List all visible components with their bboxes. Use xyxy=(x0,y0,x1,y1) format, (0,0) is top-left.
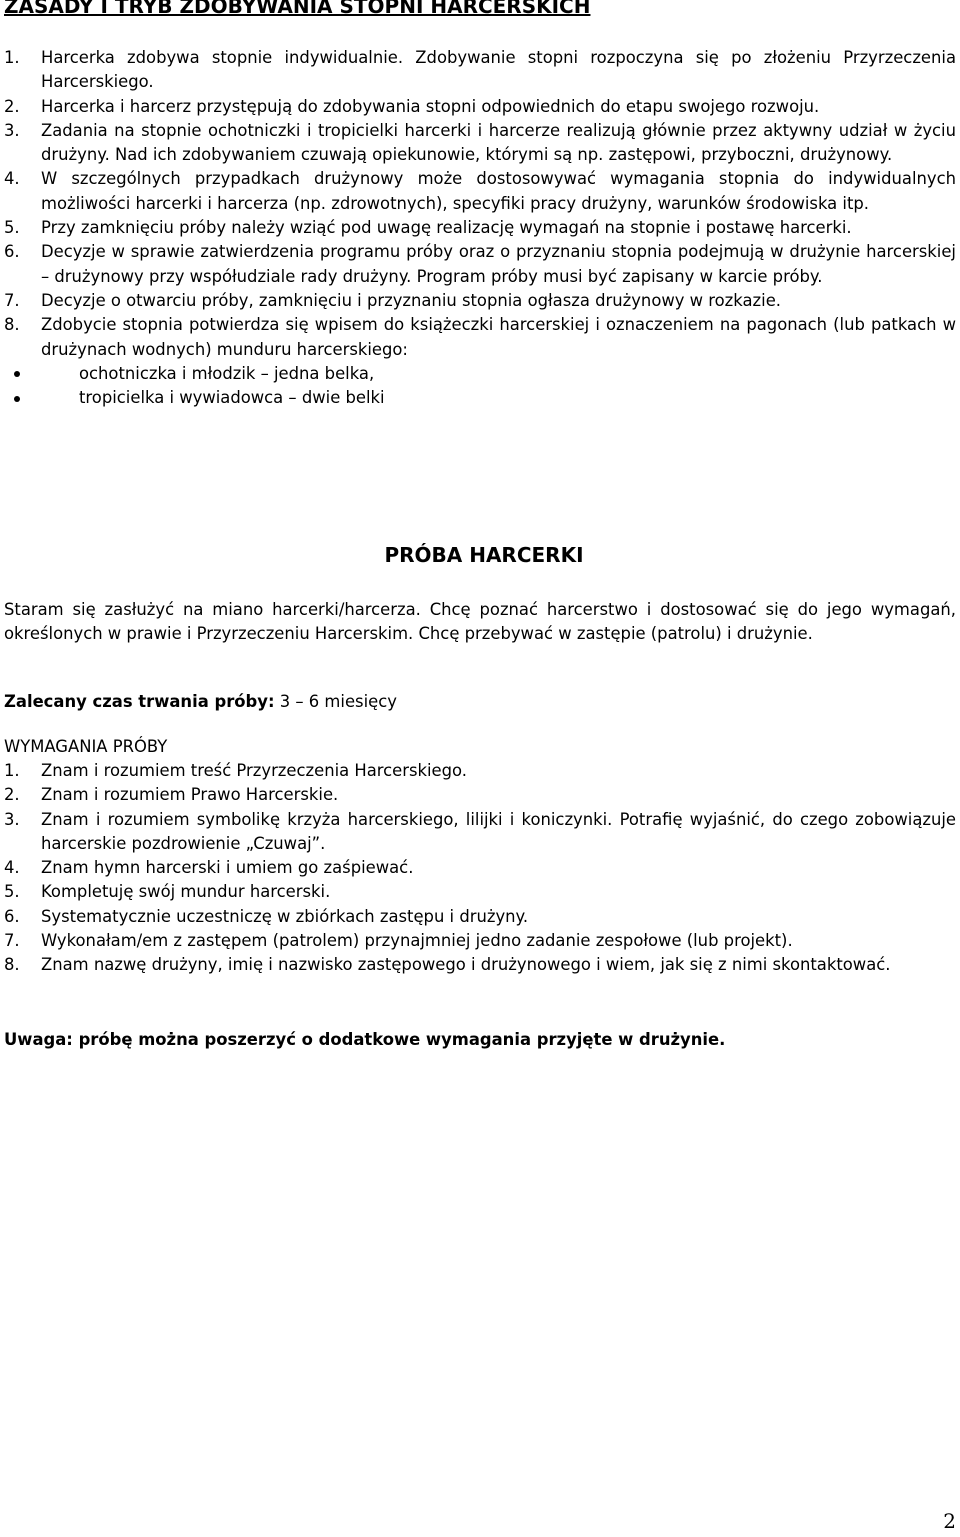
section-title: PRÓBA HARCERKI xyxy=(384,543,584,567)
list-item xyxy=(4,119,956,168)
item-number: 2. xyxy=(4,785,20,805)
item-text: Systematycznie uczestniczę w zbiórkach zastępu i drużyny. xyxy=(41,906,529,926)
list-item xyxy=(4,783,956,807)
belki-item xyxy=(4,386,956,410)
list-item xyxy=(4,880,956,904)
item-number: 5. xyxy=(4,882,20,902)
list-item xyxy=(4,929,956,953)
list-item xyxy=(4,905,956,929)
item-text: Kompletuję swój mundur harcerski. xyxy=(41,882,331,902)
item-text: Znam hymn harcerski i umiem go zaśpiewać. xyxy=(41,858,414,878)
item-text: W szczególnych przypadkach drużynowy może dostosowywać wymagania stopnia do indywidualnych możliwości harcerki i harcerza (np. zdrowotnych), specyfiki pracy drużyny, warunków środowiska itp. xyxy=(41,169,956,213)
item-text: Zadania na stopnie ochotniczki i tropicielki harcerki i harcerze realizują głównie przez aktywny udział w życiu drużyny. Nad ich zdobywaniem czuwają opiekunowie, którymi są np. zastępowi, przyboczni, drużynowy. xyxy=(41,120,956,165)
item-number: 8. xyxy=(4,315,20,335)
item-number: 1. xyxy=(4,48,20,67)
document-title: ZASADY I TRYB ZDOBYWANIA STOPNI HARCERSKICH xyxy=(4,0,591,18)
list-item xyxy=(4,313,956,362)
list-item xyxy=(4,856,956,880)
list-item xyxy=(4,240,956,289)
item-text: Zdobycie stopnia potwierdza się wpisem do książeczki harcerskiej i oznaczeniem na pagonach (lub patkach w drużynach wodnych) munduru harcerskiego: xyxy=(41,315,956,359)
belki-item xyxy=(4,362,956,386)
item-number: 6. xyxy=(4,906,20,926)
duration-line xyxy=(4,690,397,714)
requirements-heading: WYMAGANIA PRÓBY xyxy=(4,737,168,756)
item-number: 7. xyxy=(4,290,20,310)
note: Uwaga: próbę można poszerzyć o dodatkowe wymagania przyjęte w drużynie. xyxy=(4,1030,726,1049)
requirements-list xyxy=(4,759,956,978)
bullet-icon xyxy=(12,386,79,410)
item-number: 6. xyxy=(4,242,20,262)
item-number: 8. xyxy=(4,955,20,975)
item-text: Decyzje w sprawie zatwierdzenia programu próby oraz o przyznaniu stopnia podejmują w drużynie harcerskiej – drużynowy przy współudziale rady drużyny. Program próby musi być zapisany w karcie próby. xyxy=(41,242,956,286)
item-number: 5. xyxy=(4,218,20,238)
list-item xyxy=(4,167,956,216)
item-text: Znam i rozumiem Prawo Harcerskie. xyxy=(41,785,339,805)
duration-label: Zalecany czas trwania próby: xyxy=(4,692,275,711)
belki-text: tropicielka i wywiadowca – dwie belki xyxy=(79,388,385,408)
item-number: 2. xyxy=(4,96,20,116)
list-item xyxy=(4,759,956,783)
list-item xyxy=(4,216,956,240)
item-text: Wykonałam/em z zastępem (patrolem) przynajmniej jedno zadanie zespołowe (lub projekt). xyxy=(41,931,793,951)
item-text: Znam nazwę drużyny, imię i nazwisko zastępowego i drużynowego i wiem, jak się z nimi skontaktować. xyxy=(41,955,891,975)
item-number: 4. xyxy=(4,169,20,189)
list-item xyxy=(4,46,956,95)
item-number: 4. xyxy=(4,858,20,878)
rules-list xyxy=(4,46,956,410)
item-text: Znam i rozumiem treść Przyrzeczenia Harcerskiego. xyxy=(41,761,467,780)
item-number: 3. xyxy=(4,120,20,140)
page-number: 2 xyxy=(943,1509,956,1533)
item-text: Znam i rozumiem symbolikę krzyża harcerskiego, lilijki i koniczynki. Potrafię wyjaśnić, do czego zobowiązuje harcerskie pozdrowienie „Czuwaj”. xyxy=(41,809,956,853)
list-item xyxy=(4,289,956,313)
item-number: 7. xyxy=(4,931,20,951)
item-text: Przy zamknięciu próby należy wziąć pod uwagę realizację wymagań na stopnie i postawę harcerki. xyxy=(41,218,852,238)
belki-text: ochotniczka i młodzik – jedna belka, xyxy=(79,363,375,383)
duration-value: 3 – 6 miesięcy xyxy=(274,692,397,711)
list-item xyxy=(4,808,956,857)
belki-list xyxy=(4,362,956,411)
item-text: Harcerka zdobywa stopnie indywidualnie. Zdobywanie stopni rozpoczyna się po złożeniu Przyrzeczenia Harcerskiego. xyxy=(41,48,956,92)
item-number: 3. xyxy=(4,809,20,829)
item-number: 1. xyxy=(4,761,20,780)
list-item xyxy=(4,95,956,119)
item-text: Decyzje o otwarciu próby, zamknięciu i przyznaniu stopnia ogłasza drużynowy w rozkazie. xyxy=(41,290,781,310)
intro-paragraph: Staram się zasłużyć na miano harcerki/harcerza. Chcę poznać harcerstwo i dostosować się do jego wymagań, określonych w prawie i Przyrzeczeniu Harcerskim. Chcę przebywać w zastępie (patrolu) i drużynie. xyxy=(4,600,956,644)
bullet-icon xyxy=(12,362,79,386)
item-text: Harcerka i harcerz przystępują do zdobywania stopni odpowiednich do etapu swojego rozwoju. xyxy=(41,96,820,116)
belki-container xyxy=(4,362,956,411)
list-item xyxy=(4,953,956,977)
